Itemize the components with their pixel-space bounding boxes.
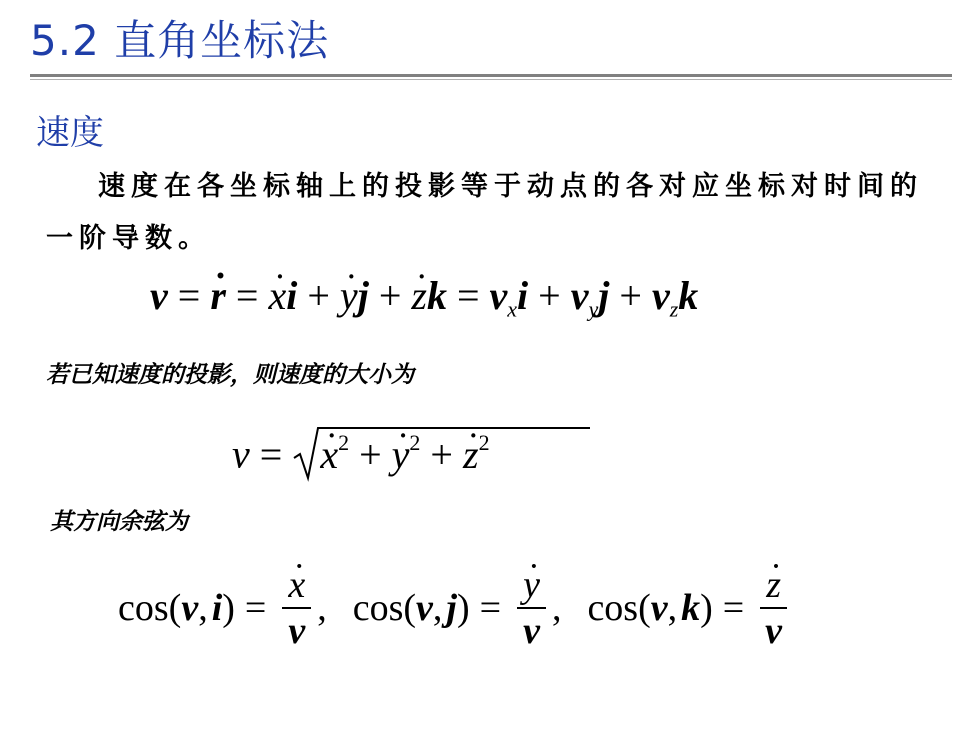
- cos2-den: v: [523, 610, 540, 652]
- cos-label-1: cos: [118, 587, 169, 629]
- cos1-sep: ,: [317, 587, 327, 629]
- title-divider: [30, 74, 952, 77]
- cos1-v: v: [181, 587, 199, 629]
- eq2-y-dot: ˙ y: [392, 431, 410, 478]
- eq1-k: k: [426, 273, 447, 318]
- eq1-x-dot: ˙ x: [268, 272, 286, 319]
- eq2-exp-1: 2: [338, 430, 350, 455]
- velocity-statement-text: 速度在各坐标轴上的投影等于动点的各对应坐标对时间的一阶导数。: [46, 171, 923, 254]
- velocity-statement: [46, 161, 946, 265]
- eq2-z-dot: ˙ z: [463, 431, 479, 478]
- cos1-num: ˙ x: [288, 563, 305, 607]
- cos2-vec: j: [446, 587, 457, 629]
- page-title: 5.2 直角坐标法: [30, 16, 330, 65]
- eq2-plus-1: +: [359, 431, 382, 477]
- cos-term-i: cos ( v , i ) = ˙ $\frac{x}{v}$ ,: [118, 563, 353, 653]
- eq1-eq-1: =: [177, 273, 201, 318]
- eq2-x-dot: ˙ x: [320, 431, 338, 478]
- velocity-magnitude-equation: [232, 430, 490, 478]
- eq1-j-2: j: [598, 273, 610, 318]
- eq1-sub-y: y: [588, 296, 599, 322]
- cos2-v: v: [416, 587, 433, 629]
- cos3-vec: k: [681, 587, 701, 629]
- cos2-sep: ,: [551, 587, 562, 629]
- cos2-fraction: [517, 563, 546, 653]
- eq1-plus-3: +: [538, 273, 561, 318]
- eq2-plus-2: +: [430, 431, 453, 477]
- cos1-fraction: [282, 563, 311, 653]
- eq1-sub-x: x: [507, 296, 518, 322]
- eq1-v: v: [150, 273, 168, 318]
- eq1-vx: v: [489, 273, 508, 318]
- cos-label-3: cos: [587, 587, 639, 629]
- magnitude-intro: 若已知速度的投影，则速度的大小为: [46, 361, 414, 388]
- cos1-vec: i: [211, 587, 223, 629]
- eq1-r-dot: ˙ r: [210, 272, 226, 319]
- title-divider-thin: [30, 79, 952, 80]
- sqrt-symbol: [292, 430, 489, 478]
- cos3-v: v: [650, 587, 668, 629]
- eq1-y-dot: ˙ y: [340, 272, 358, 319]
- eq2-exp-2: 2: [409, 430, 421, 455]
- eq2-exp-3: 2: [478, 430, 490, 455]
- eq1-plus-1: +: [307, 273, 330, 318]
- eq1-sub-z: z: [669, 296, 679, 322]
- velocity-vector-equation: [150, 272, 698, 323]
- direction-cosine-intro: 其方向余弦为: [50, 508, 188, 535]
- eq1-plus-2: +: [378, 273, 402, 318]
- eq1-eq-2: =: [235, 273, 259, 318]
- cos3-den: v: [765, 610, 783, 652]
- direction-cosines-equation: [118, 563, 793, 653]
- eq1-j: j: [357, 273, 369, 318]
- section-heading: 速度: [36, 113, 104, 153]
- cos2-num: ˙ y: [523, 563, 540, 607]
- eq2-eq: =: [259, 431, 283, 477]
- eq1-i-2: i: [517, 273, 529, 318]
- eq1-k-2: k: [678, 273, 699, 318]
- cos-term-j: cos ( v , j ) = ˙ $\frac{y}{v}$ ,: [353, 563, 588, 653]
- cos-term-k: cos ( v , k ) = ˙ $\frac{z}{v}$: [587, 563, 793, 653]
- cos-label-2: cos: [352, 587, 404, 629]
- cos3-num: ˙ z: [766, 563, 781, 607]
- eq1-z-dot: ˙ z: [411, 272, 427, 319]
- eq1-eq-3: =: [456, 273, 480, 318]
- eq1-i: i: [286, 273, 298, 318]
- eq1-vy: v: [570, 273, 589, 318]
- eq2-v: v: [232, 431, 250, 477]
- eq1-plus-4: +: [619, 273, 642, 318]
- cos1-den: v: [288, 610, 306, 652]
- eq1-vz: v: [651, 273, 670, 318]
- cos3-fraction: [760, 563, 787, 653]
